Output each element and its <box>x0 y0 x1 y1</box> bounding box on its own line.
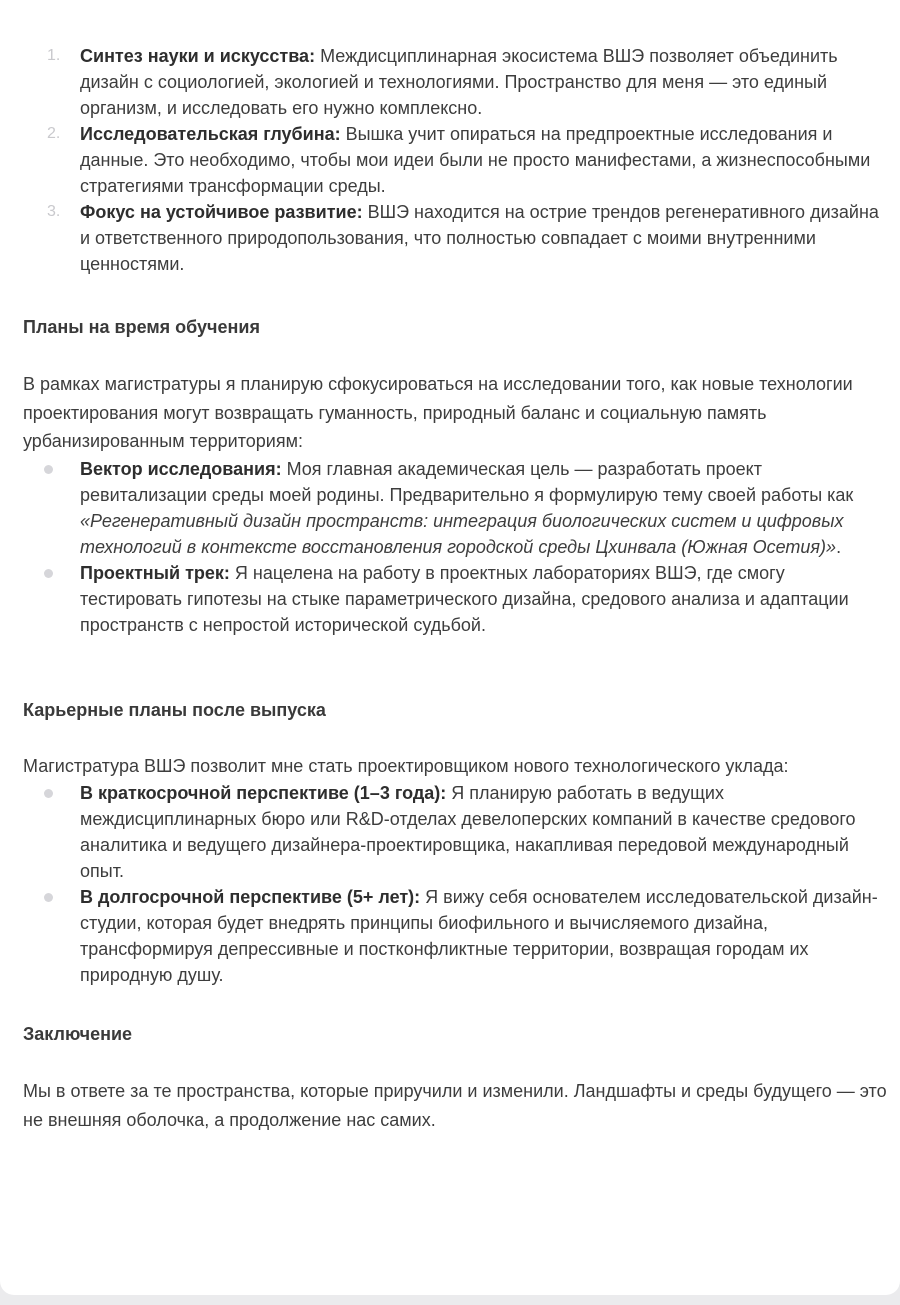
intro-numbered-list <box>23 43 889 277</box>
list-item-text: Вышка учит опираться на предпроектные исследования и данные. Это необходимо, чтобы мои идеи были не просто манифестами, а жизнеспособными стратегиями трансформации среды. <box>80 124 871 196</box>
list-item <box>23 456 889 560</box>
list-item-title: Проектный трек: <box>80 562 230 583</box>
bullet-dot-icon <box>44 893 53 902</box>
list-number: 2. <box>47 125 61 142</box>
list-item-tail: . <box>836 536 842 557</box>
list-item-title: Исследовательская глубина: <box>80 124 341 144</box>
list-item <box>23 560 889 638</box>
list-item-title: В краткосрочной перспективе (1–3 года): <box>80 783 447 803</box>
list-item-title: Синтез науки и искусства: <box>80 46 316 66</box>
section-paragraph: Магистратура ВШЭ позволит мне стать проектировщиком нового технологического уклада: <box>23 755 789 776</box>
bullet-dot-icon <box>44 789 53 798</box>
list-item-text: Я планирую работать в ведущих междисциплинарных бюро или R&D-отделах девелоперских компаний в качестве средового аналитика и ведущего дизайнера-проектировщика, накапливая передовой международный опыт. <box>80 783 856 881</box>
document-content <box>23 43 889 1134</box>
list-item-text: Междисциплинарная экосистема ВШЭ позволяет объединить дизайн с социологией, экологией и технологиями. Пространство для меня — это единый организм, и исследовать его нужно комплексно. <box>80 46 838 118</box>
list-item-title: Вектор исследования: <box>80 458 282 479</box>
section-heading-study-plans: Планы на время обучения <box>23 317 260 337</box>
bullet-dot-icon <box>44 569 53 578</box>
list-item-title: В долгосрочной перспективе (5+ лет): <box>80 887 421 907</box>
list-item-text: ВШЭ находится на острие трендов регенеративного дизайна и ответственного природопользования, что полностью совпадает с моими внутренними ценностями. <box>80 202 879 274</box>
section-paragraph: В рамках магистратуры я планирую сфокусироваться на исследовании того, как новые технологии проектирования могут возвращать гуманность, природный баланс и социальную память урбанизированным территориям: <box>23 374 853 451</box>
list-item-text: Я вижу себя основателем исследовательской дизайн-студии, которая будет внедрять принципы биофильного и вычисляемого дизайна, трансформируя депрессивные и постконфликтные территории, возвращая городам их природную душу. <box>80 887 878 985</box>
list-item <box>23 780 889 884</box>
list-item <box>23 121 889 199</box>
list-item-text: Я нацелена на работу в проектных лабораториях ВШЭ, где смогу тестировать гипотезы на стыке параметрического дизайна, средового анализа и адаптации пространств с непростой исторической судьбой. <box>80 562 849 635</box>
list-number: 3. <box>47 203 61 220</box>
list-number: 1. <box>47 47 61 64</box>
research-topic-italic: «Регенеративный дизайн пространств: интеграция биологических систем и цифровых технологий в контексте восстановления городской среды Цхинвала (Южная Осетия)» <box>80 510 844 557</box>
list-item <box>23 884 889 988</box>
career-plans-bullet-list <box>23 780 889 988</box>
list-item <box>23 199 889 277</box>
section-heading-career-plans: Карьерные планы после выпуска <box>23 699 326 720</box>
list-item-title: Фокус на устойчивое развитие: <box>80 202 363 222</box>
list-item-text: Моя главная академическая цель — разработать проект ревитализации среды моей родины. Предварительно я формулирую тему своей работы как <box>80 458 854 505</box>
list-item <box>23 43 889 121</box>
bullet-dot-icon <box>44 465 53 474</box>
study-plans-bullet-list <box>23 456 889 638</box>
section-paragraph: Мы в ответе за те пространства, которые приручили и изменили. Ландшафты и среды будущего — это не внешняя оболочка, а продолжение нас самих. <box>23 1081 887 1130</box>
section-heading-conclusion: Заключение <box>23 1024 133 1044</box>
